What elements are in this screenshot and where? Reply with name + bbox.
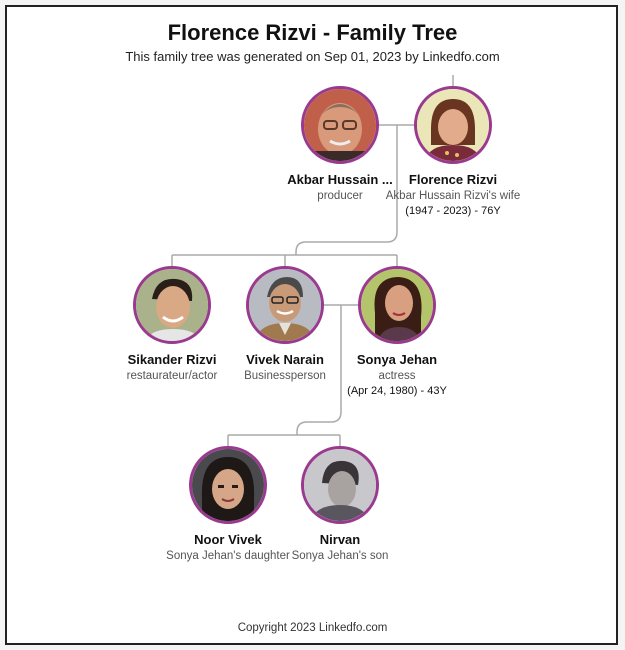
person-name: Vivek Narain [246,352,324,367]
person-florence[interactable] [378,86,528,217]
person-dates: (1947 - 2023) - 76Y [405,205,501,217]
avatar[interactable] [301,86,379,164]
person-desc: Businessperson [244,370,326,382]
person-desc: Akbar Hussain Rizvi's wife [385,190,521,202]
person-name: Akbar Hussain ... [287,172,393,187]
person-desc: Sonya Jehan's son [291,550,389,562]
page-subtitle: This family tree was generated on Sep 01, 2023 by Linkedfo.com [125,49,500,64]
portrait-vivek-icon [249,269,321,341]
portrait-akbar-icon [304,89,376,161]
person-name: Florence Rizvi [408,172,498,187]
portrait-nirvan-icon [304,449,376,521]
avatar[interactable] [246,266,324,344]
person-nirvan[interactable] [265,446,415,562]
person-name: Sikander Rizvi [127,352,217,367]
avatar[interactable] [358,266,436,344]
person-desc: restaurateur/actor [126,370,218,382]
portrait-sonya-icon [361,269,433,341]
avatar[interactable] [189,446,267,524]
portrait-sikander-icon [136,269,208,341]
person-sonya[interactable] [322,266,472,397]
person-name: Sonya Jehan [356,352,438,367]
avatar[interactable] [133,266,211,344]
person-dates: (Apr 24, 1980) - 43Y [347,385,447,397]
portrait-noor-icon [192,449,264,521]
person-desc: Sonya Jehan's daughter [166,550,290,562]
portrait-florence-icon [417,89,489,161]
page-title: Florence Rizvi - Family Tree [167,20,458,45]
person-desc: producer [317,190,363,202]
person-name: Nirvan [319,532,361,547]
person-desc: actress [378,370,416,382]
copyright-footer: Copyright 2023 Linkedfo.com [237,622,388,634]
avatar[interactable] [301,446,379,524]
avatar[interactable] [414,86,492,164]
person-name: Noor Vivek [194,532,262,547]
